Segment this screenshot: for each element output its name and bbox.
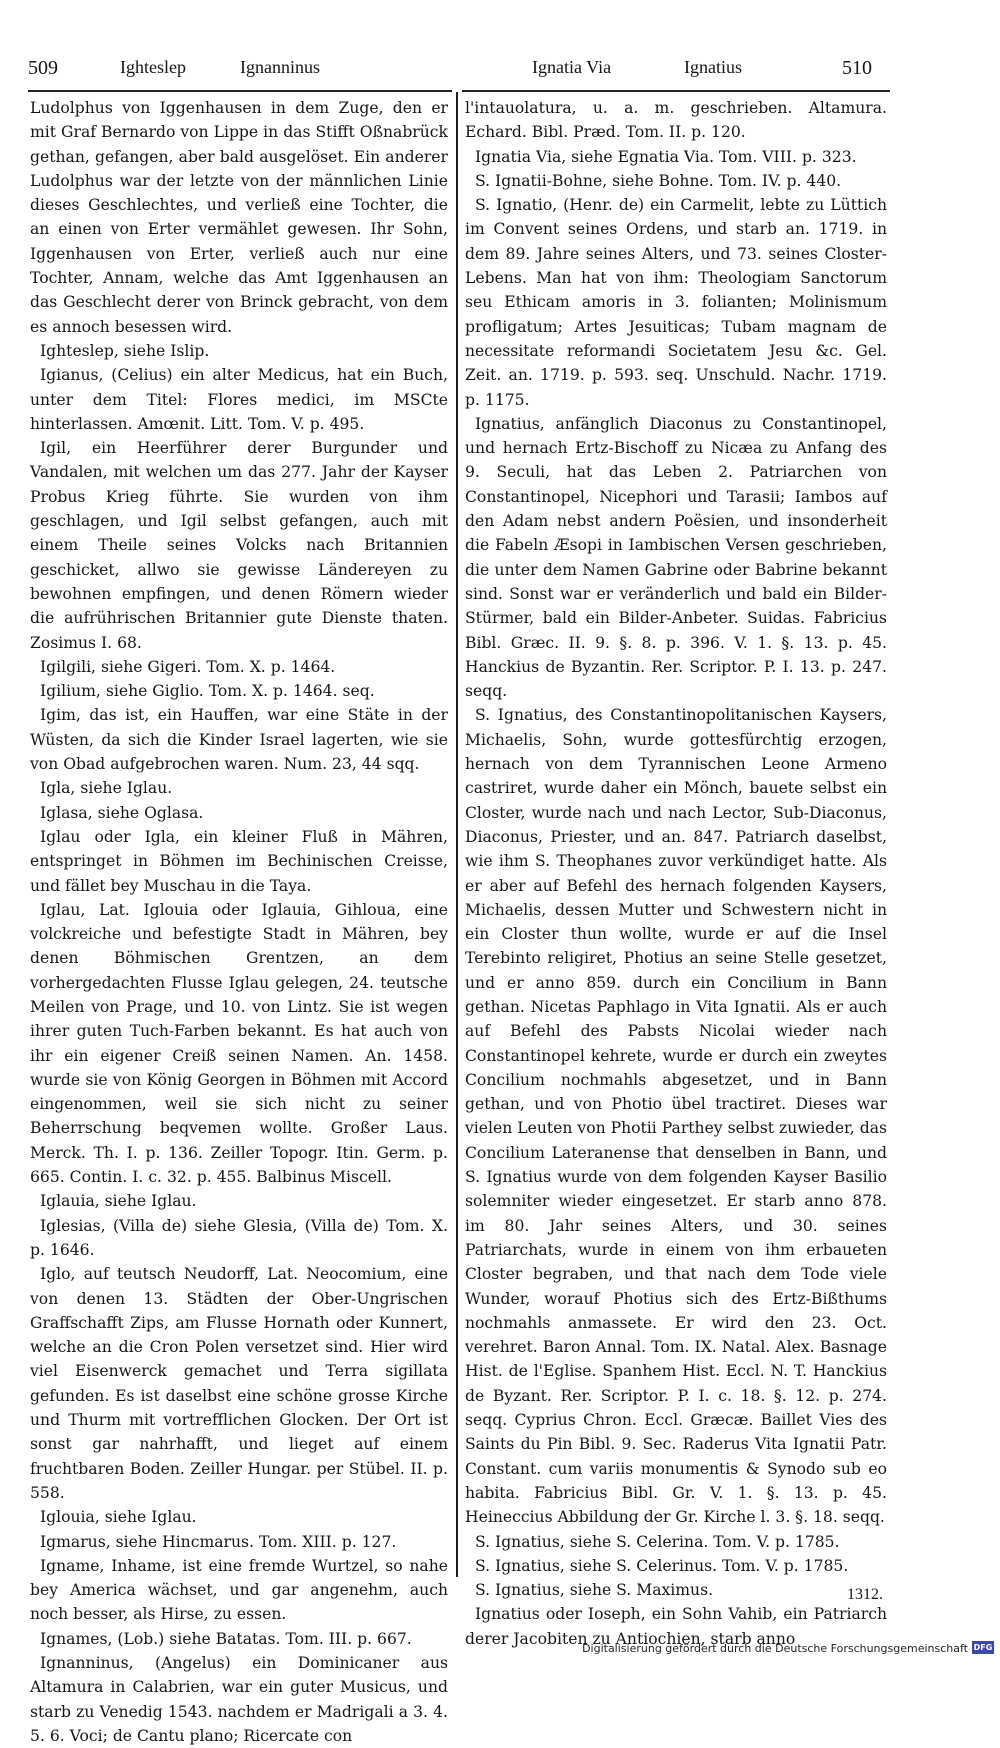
entry-iglasa: Iglasa, siehe Oglasa. [40,803,204,822]
right-page-number: 510 [842,57,872,79]
entry-igianus: Igianus, (Celius) ein alter Medicus, hat ein Buch, unter dem Titel: Flores medici, im MSCte hinterlassen. Amœnit. Litt. Tom. V. p. 495. [30,366,448,433]
entry-igilgili: Igilgili, siehe Gigeri. Tom. X. p. 1464. [40,657,336,676]
header-rule-right [462,90,890,92]
entry-ignames: Ignames, (Lob.) siehe Batatas. Tom. III. p. 667. [40,1629,412,1648]
entry-ignatia-via: Ignatia Via, siehe Egnatia Via. Tom. VIII. p. 323. [475,147,857,166]
page-header [28,57,888,89]
right-guideword-2: Ignatius [684,57,742,77]
entry-igmarus: Igmarus, siehe Hincmarus. Tom. XIII. p. 127. [40,1532,397,1551]
entry-iglesias: Iglesias, (Villa de) siehe Glesia, (Villa de) Tom. X. p. 1646. [30,1216,448,1259]
entry-iglau-river: Iglau oder Igla, ein kleiner Fluß in Mähren, entspringet in Böhmen im Bechinischen Creisse, und fället bey Muschau in die Taya. [30,827,448,895]
entry-igim: Igim, das ist, ein Hauffen, war eine Stäte in der Wüsten, da sich die Kinder Israel lagerten, wie sie von Obad aufgebrochen waren. Num. 23, 44 sqq. [30,706,448,774]
dfg-logo-icon: DFG [973,1643,993,1652]
entry-ignatius-diaconus: Ignatius, anfänglich Diaconus zu Constantinopel, und hernach Ertz-Bischoff zu Nicæa zu Anfang des 9. Seculi, hat das Leben 2. Patriarchen von Constantinopel, Nicephori und Tarasii; Iambos auf den Adam nebst andern Poësien, und insonderheit die Fabeln Æsopi in Iambischen Versen geschrieben, die unter dem Namen Gabrine oder Babrine bekannt sind. Sonst war er veränderlich und bald ein Bilder-Stürmer, bald ein Bilder-Anbeter. Suidas. Fabricius Bibl. Græc. II. 9. §. 8. p. 396. V. 1. §. 13. p. 45. Hanckius de Byzantin. Rer. Scriptor. P. I. 13. p. 247. seqq. [465,414,887,701]
entry-igil: Igil, ein Heerführer derer Burgunder und Vandalen, mit welchen um das 277. Jahr der Kayser Probus Krieg führte. Sie wurden von ihm geschlagen, und Igil selbst gefangen, auch mit einem Theile seines Volcks nach Britannien geschicket, allwo sie gewisse Ländereyen zu bewohnen empfingen, und denen Römern wieder die aufrührischen Britannier gute Dienste thaten. Zosimus I. 68. [30,439,448,652]
catchword: 1312. [847,1586,883,1603]
entry-igla: Igla, siehe Iglau. [40,779,173,798]
entry-ignanninus-continued: l'intauolatura, u. a. m. geschrieben. Altamura. Echard. Bibl. Præd. Tom. II. p. 120. [465,99,887,142]
entry-ludolphus-continued: Ludolphus von Iggenhausen in dem Zuge, den er mit Graf Bernardo von Lippe in das Stifft Oßnabrück gethan, gefangen, aber bald ausgelöset. Ein anderer Ludolphus war der letzte von der männlichen Linie dieses Geschlechtes, und verließ eine Tochter, die an einen von Erter vermählet gewesen. Ihr Sohn, Iggenhausen von Erter, verließ auch nur eine Tochter, Annam, welche das Amt Iggenhausen an das Geschlecht derer von Brinck gebracht, von dem es annoch besessen wird. [30,99,448,336]
header-rule-left [28,90,452,92]
entry-igilium: Igilium, siehe Giglio. Tom. X. p. 1464. seq. [40,682,375,701]
entry-igname: Igname, Inhame, ist eine fremde Wurtzel, so nahe bey America wächset, und gar angenehm, auch noch besser, als Hirse, zu essen. [30,1556,448,1624]
left-column [30,96,448,1748]
entry-s-ignatius-celerinus: S. Ignatius, siehe S. Celerinus. Tom. V. p. 1785. [475,1556,849,1575]
entry-ighteslep: Ighteslep, siehe Islip. [40,341,210,360]
entry-s-ignatio: S. Ignatio, (Henr. de) ein Carmelit, lebte zu Lüttich im Convent seines Ordens, und starb an. 1719. in dem 89. Jahre seines Alters, und 73. seines Closter-Lebens. Man hat von ihm: Theologiam Sanctorum seu Ethicam amoris in 3. folianten; Molinismum profligatum; Artes Jesuiticas; Tubam magnam de necessitate reformandi Societatem Jesu &c. Gel. Zeit. an. 1719. p. 593. seq. Unschuld. Nachr. 1719. p. 1175. [465,196,887,409]
entry-iglauia: Iglauia, siehe Iglau. [40,1192,197,1211]
entry-iglouia: Iglouia, siehe Iglau. [40,1508,197,1527]
entry-iglau-city: Iglau, Lat. Iglouia oder Iglauia, Gihloua, eine volckreiche und befestigte Stadt in Mähren, bey denen Böhmischen Grentzen, an dem vorhergedachten Flusse Iglau gelegen, 24. teutsche Meilen von Prage, und 10. von Lintz. Sie ist wegen ihrer guten Tuch-Farben bekannt. Es hat auch von ihr ein eigener Creiß seinen Namen. An. 1458. wurde sie von König Georgen in Böhmen mit Accord eingenommen, weil sie sich nicht zu seiner Beherrschung beqvemen wollte. Großer Laus. Merck. Th. I. p. 136. Zeiller Topogr. Itin. Germ. p. 665. Contin. I. c. 32. p. 455. Balbinus Miscell. [30,900,448,1187]
entry-s-ignatius-maximus: S. Ignatius, siehe S. Maximus. [475,1581,714,1600]
entry-s-ignatius-celerina: S. Ignatius, siehe S. Celerina. Tom. V. p. 1785. [475,1532,840,1551]
entry-iglo: Iglo, auf teutsch Neudorff, Lat. Neocomium, eine von denen 13. Städten der Ober-Ungrischen Graffschafft Zips, am Flusse Hornath oder Kunnert, welche an die Cron Polen versetzet sind. Hier wird viel Eisenwerck gemachet und Terra sigillata gefunden. Es ist daselbst eine schöne grosse Kirche und Thurm mit vortrefflichen Glocken. Der Ort ist sonst gar nahrhafft, und lieget auf einem fruchtbaren Boden. Zeiller Hungar. per Stübel. II. p. 558. [30,1265,448,1502]
digitization-note: Digitalisierung gefördert durch die Deutsche Forschungsgemeinschaft [582,1642,968,1655]
entry-ignatius-ioseph: Ignatius oder Ioseph, ein Sohn Vahib, ein Patriarch derer Jacobiten zu Antiochien, starb anno [465,1605,887,1648]
right-column [465,96,887,1651]
left-guideword-2: Ignanninus [240,57,320,77]
right-guideword-1: Ignatia Via [532,57,612,77]
column-divider [456,92,458,1577]
left-guideword-1: Ighteslep [120,57,186,77]
left-page-number: 509 [28,57,58,79]
entry-ignanninus: Ignanninus, (Angelus) ein Dominicaner aus Altamura in Calabrien, war ein guter Musicus, und starb zu Venedig 1543. nachdem er Madrigali a 3. 4. 5. 6. Voci; de Cantu plano; Ricercate con [30,1654,448,1745]
entry-s-ignatius-patriarch: S. Ignatius, des Constantinopolitanischen Kaysers, Michaelis, Sohn, wurde gottesfürchtig erzogen, hernach von dem Tyrannischen Leone Armeno castriret, wurde daher ein Mönch, bauete selbst ein Closter, wurde nach und nach Lector, Sub-Diaconus, Diaconus, Priester, und an. 847. Patriarch daselbst, wie ihm S. Theophanes zuvor verkündiget hatte. Als er aber auf Befehl des hernach folgenden Kaysers, Michaelis, dessen Mutter und Schwestern nicht in ein Closter thun wollte, wurde er auf die Insel Terebinto religiret, Photius an seine Stelle gesetzet, und er anno 859. durch ein Concilium in Bann gethan. Nicetas Paphlago in Vita Ignatii. Als er auch auf Befehl des Pabsts Nicolai wieder nach Constantinopel kehrete, wurde er durch ein zweytes Concilium nochmahls abgesetzet, und in Bann gethan, und von Photio übel tractiret. Dieses war vielen Leuten von Photii Parthey selbst zuwieder, das Concilium Lateranense that denselben in Bann, und S. Ignatius wurde von dem folgenden Kayser Basilio solemniter wieder eingesetzet. Er starb anno 878. im 80. Jahr seines Alters, und 30. seines Patriarchats, wurde in einem von ihm erbaueten Closter begraben, und that nach dem Tode viele Wunder, worauf Photius sich des Ertz-Bißthums nochmahls anmassete. Er wird den 23. Oct. verehret. Baron Annal. Tom. IX. Natal. Alex. Basnage Hist. de l'Eglise. Spanhem Hist. Eccl. N. T. Hanckius de Byzant. Rer. Scriptor. P. I. c. 18. §. 12. p. 274. seqq. Cyprius Chron. Eccl. Græcæ. Baillet Vies des Saints du Pin Bibl. 9. Sec. Raderus Vita Ignatii Patr. Constant. cum variis monumentis & Synodo sub eo habita. Fabricius Bibl. Gr. V. 1. §. 13. p. 45. Heineccius Abbildung der Gr. Kirche l. 3. §. 18. seqq. [465,706,887,1527]
entry-ignatii-bohne: S. Ignatii-Bohne, siehe Bohne. Tom. IV. p. 440. [475,171,842,190]
